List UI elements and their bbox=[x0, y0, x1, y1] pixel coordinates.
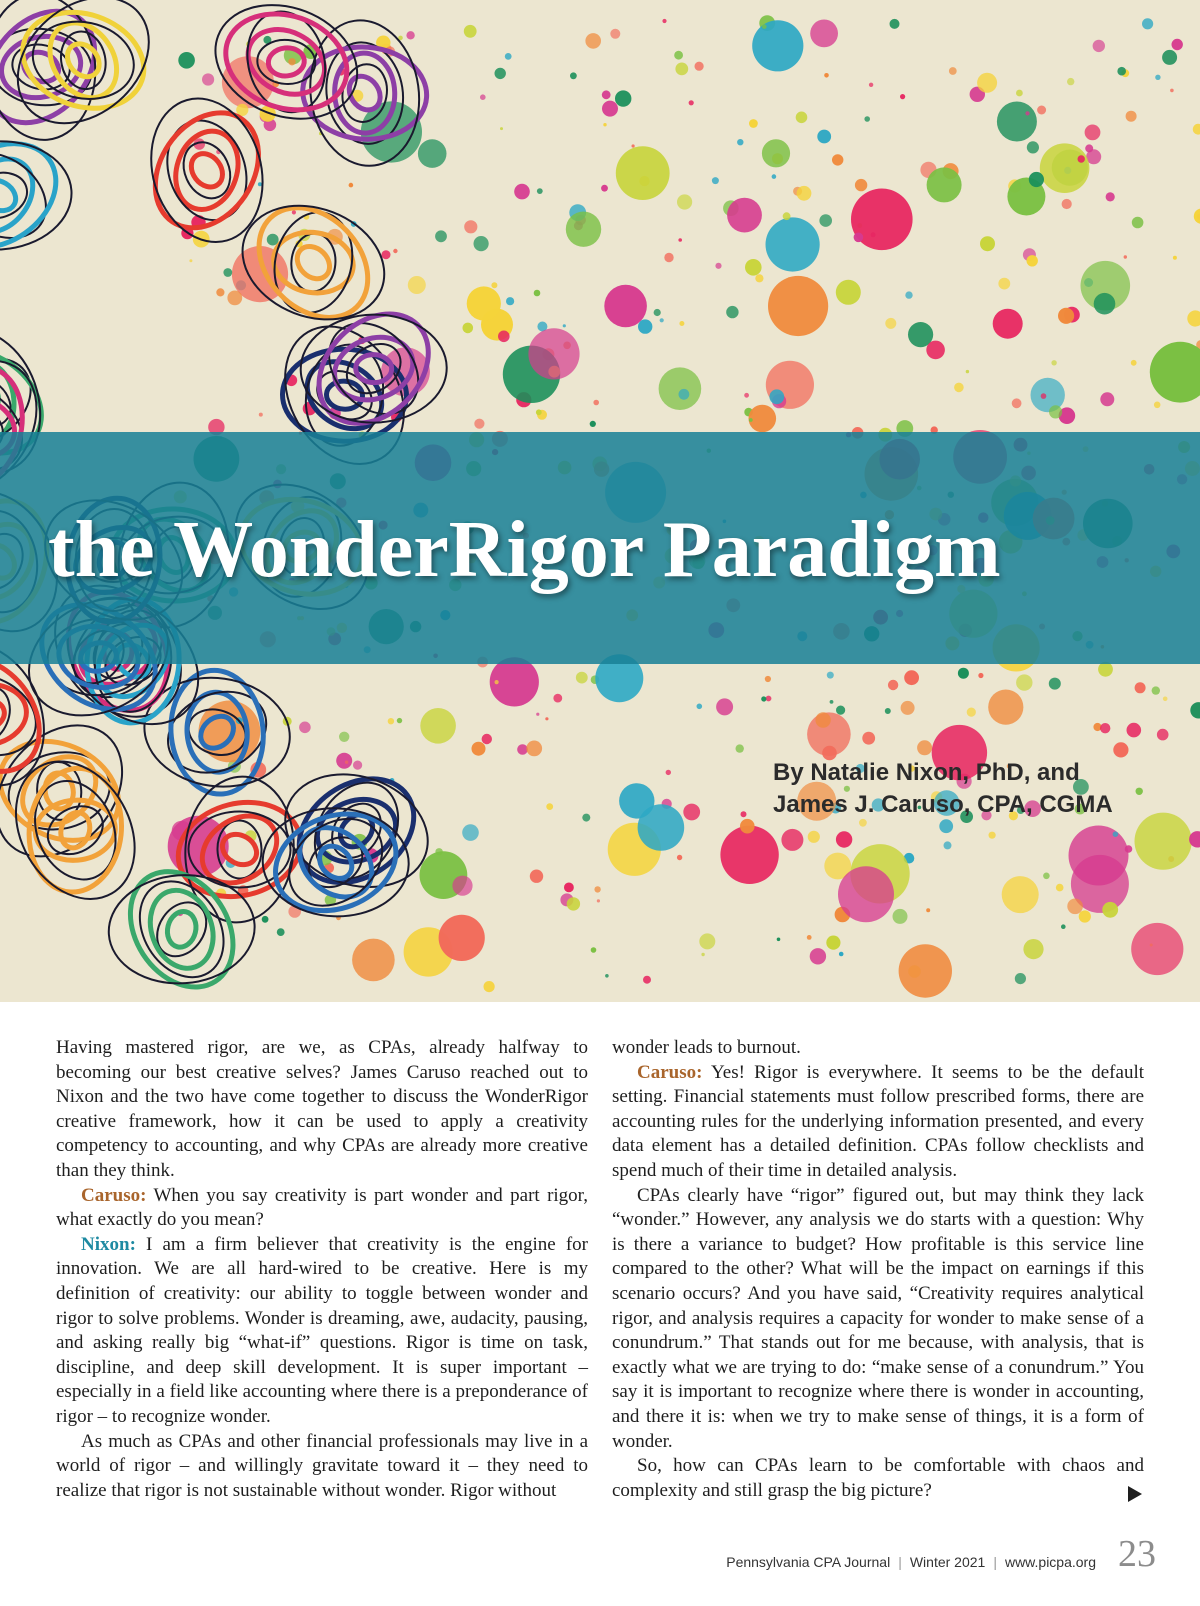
website-link[interactable]: www.picpa.org bbox=[1004, 1554, 1096, 1570]
issue-label: Winter 2021 bbox=[909, 1554, 986, 1570]
paragraph: CPAs clearly have “rigor” figured out, but may think they lack “wonder.” However, any analysis we do starts with a question: Why is there a variance to budget? How profitable is this service line compared to the other? What will be the impact on earnings if this scenario occurs? And you have said, “Creativity requires analytical rigor, and analysis requires a capacity for wonder to make sense of a conundrum.” That stands out for me because, with analysis, that is exactly what we are trying to do: “make sense of a conundrum.” You say it is important to recognize where there is wonder in accounting, and there it is: when we try to make sense of things, it is a form of wonder. bbox=[612, 1184, 1144, 1452]
article-column-right bbox=[612, 1036, 1144, 1503]
paragraph: Nixon: I am a firm believer that creativity is the engine for innovation. We are all hard-wired to be creative. Here is my definition of creativity: our ability to toggle between wonder and rigor to solve problems. Wonder is dreaming, awe, audacity, pausing, and asking really big “what-if” questions. Rigor is time on task, discipline, and deep skill development. It is super important – especially in a field like accounting where there is a preponderance of rigor – to recognize wonder. bbox=[56, 1233, 588, 1427]
paragraph: As much as CPAs and other financial professionals may live in a world of rigor – and willingly gravitate toward it – they need to realize that rigor is not sustainable without wonder. Rigor without bbox=[56, 1430, 588, 1501]
footer-separator: | bbox=[898, 1554, 902, 1570]
paragraph: Having mastered rigor, are we, as CPAs, already halfway to becoming our best creative selves? James Caruso reached out to Nixon and the two have come together to discuss the WonderRigor creative framework, how it can be used to apply a creativity competency to accounting, and why CPAs are already more creative than they think. bbox=[56, 1037, 588, 1181]
page-number: 23 bbox=[1118, 1533, 1156, 1575]
speaker-label: Caruso: bbox=[81, 1184, 147, 1206]
byline-line-1: By Natalie Nixon, PhD, and bbox=[773, 759, 1080, 786]
paragraph: So, how can CPAs learn to be comfortable with chaos and complexity and still grasp the big picture? bbox=[612, 1455, 1144, 1501]
speaker-label: Nixon: bbox=[81, 1233, 136, 1255]
journal-name: Pennsylvania CPA Journal bbox=[726, 1554, 891, 1570]
speaker-label: Caruso: bbox=[637, 1061, 703, 1083]
continue-arrow-icon bbox=[1128, 1486, 1142, 1502]
paragraph: Caruso: When you say creativity is part wonder and part rigor, what exactly do you mean? bbox=[56, 1184, 588, 1231]
footer-separator: | bbox=[993, 1554, 997, 1570]
byline-line-2: James J. Caruso, CPA, CGMA bbox=[773, 791, 1113, 818]
paragraph: Caruso: Yes! Rigor is everywhere. It seems to be the default setting. Financial statements must follow prescribed forms, there are accounting rules for the underlying information presented, and every data element has a detailed definition. CPAs follow checklists and spend much of their time in detailed analysis. bbox=[612, 1061, 1144, 1181]
article-column-left bbox=[56, 1036, 588, 1503]
byline bbox=[773, 757, 1193, 821]
paragraph: wonder leads to burnout. bbox=[612, 1037, 801, 1058]
page-footer bbox=[726, 1554, 1096, 1570]
article-title: the WonderRigor Paradigm bbox=[48, 506, 1001, 594]
